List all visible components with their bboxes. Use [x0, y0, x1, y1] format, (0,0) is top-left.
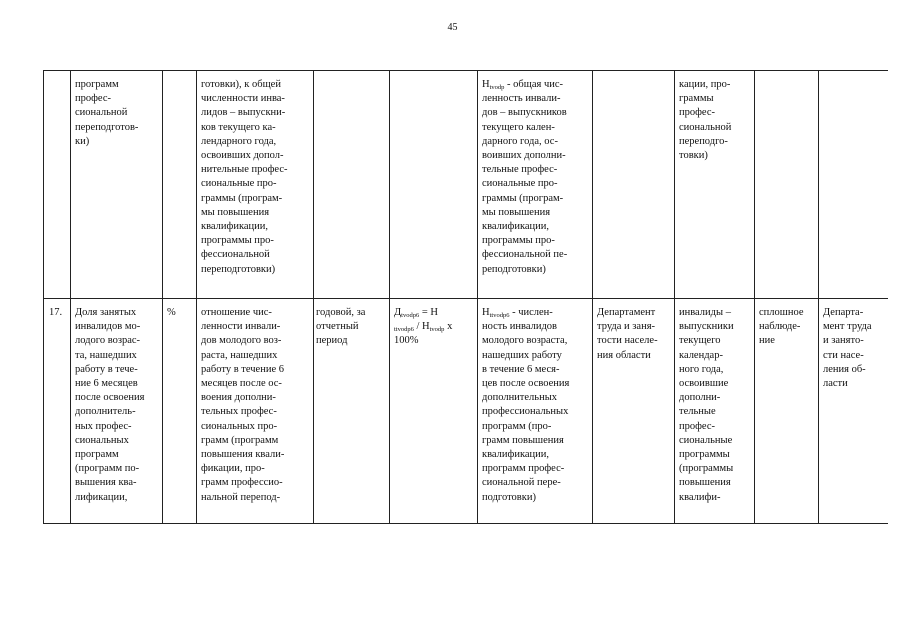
table-hline: [43, 70, 888, 71]
definition-cell: отношение чис- ленности инвали- дов молодого воз- раста, нашедших работу в течение 6 месяцев после ос- воения дополни- тельных профес- сиональных про- грамм (программ повышения квали- фикации, про- грамм профессио- нальной перепод-: [201, 307, 285, 503]
table-vline: [477, 70, 478, 524]
table-vline: [674, 70, 675, 524]
formula-slash: / Н: [413, 321, 430, 333]
periodicity-cell: годовой, за отчетный период: [316, 307, 366, 347]
table-vline: [43, 70, 44, 524]
unit-cell: %: [167, 307, 176, 318]
table-vline: [818, 70, 819, 524]
formula-n2-subscript: tvodp: [429, 326, 445, 334]
explanation-text: - общая чис- ленность инвали- дов – выпускников текущего кален- дарного года, ос- воивших дополни- тельные профес- сиональные про- граммы (програм- мы повышения квалификации, программы про- фессиональной пе- реподготовки): [482, 79, 568, 275]
cont-indicator-name-cell: программ профес- сиональной переподготов- ки): [75, 79, 139, 147]
table-vline: [196, 70, 197, 524]
formula-d: Д: [394, 307, 402, 318]
explanation-symbol: Н: [482, 307, 490, 318]
explanation-cell: [482, 306, 591, 505]
formula-tail: х 100%: [394, 321, 453, 347]
source-cell: Департамент труда и заня- тости населе- ния области: [597, 307, 658, 361]
row-number: 17.: [49, 307, 63, 318]
table-vline: [162, 70, 163, 524]
indicator-table: [43, 70, 888, 524]
table-vline: [389, 70, 390, 524]
explanation-subscript: ttvodp6: [489, 312, 510, 319]
table-hline: [43, 298, 888, 299]
table-vline: [313, 70, 314, 524]
formula-n1-subscript: ttvodp6: [394, 326, 414, 334]
formula-eq: = Н: [419, 307, 438, 318]
responsible-cell: Департа- мент труда и занято- сти насе- ления об- ласти: [823, 307, 872, 390]
explanation-text: - числен- ность инвалидов молодого возраста, нашедших работу в течение 6 меся- цев после освоения дополнительных профессиональных программ (про- грамм повышения квалификации, программ профес- сиональной пере- подготовки): [482, 307, 570, 503]
explanation-symbol: Н: [482, 79, 490, 90]
table-vline: [70, 70, 71, 524]
method-cell: сплошное наблюде- ние: [759, 307, 804, 347]
formula-cell: [394, 306, 476, 349]
table-vline: [754, 70, 755, 524]
table-vline: [592, 70, 593, 524]
cont-definition-cell: готовки), к общей численности инва- лидов – выпускни- ков текущего ка- лендарного года, освоивших допол- нительные профес- сиональные про- граммы (програм- мы повышения квалификации, программы про- фессиональной переподготовки): [201, 79, 288, 275]
formula-d-subscript: tvodp6: [401, 312, 420, 319]
page-number: 45: [447, 22, 458, 33]
indicator-name-cell: Доля занятых инвалидов мо- лодого возрас- та, нашедших работу в тече- ние 6 месяцев после освоения дополнитель- ных профес- сиональных программ (программ по- вышения ква- лификации,: [75, 307, 145, 503]
table-hline: [43, 523, 888, 524]
cont-population-cell: кации, про- граммы профес- сиональной переподго- товки): [679, 79, 732, 162]
population-cell: инвалиды – выпускники текущего календар- ного года, освоившие дополни- тельные профес- сиональные программы (программы повышения квалифи-: [679, 307, 734, 503]
cont-explanation-cell: [482, 78, 591, 277]
explanation-subscript: tvodp: [489, 84, 505, 91]
